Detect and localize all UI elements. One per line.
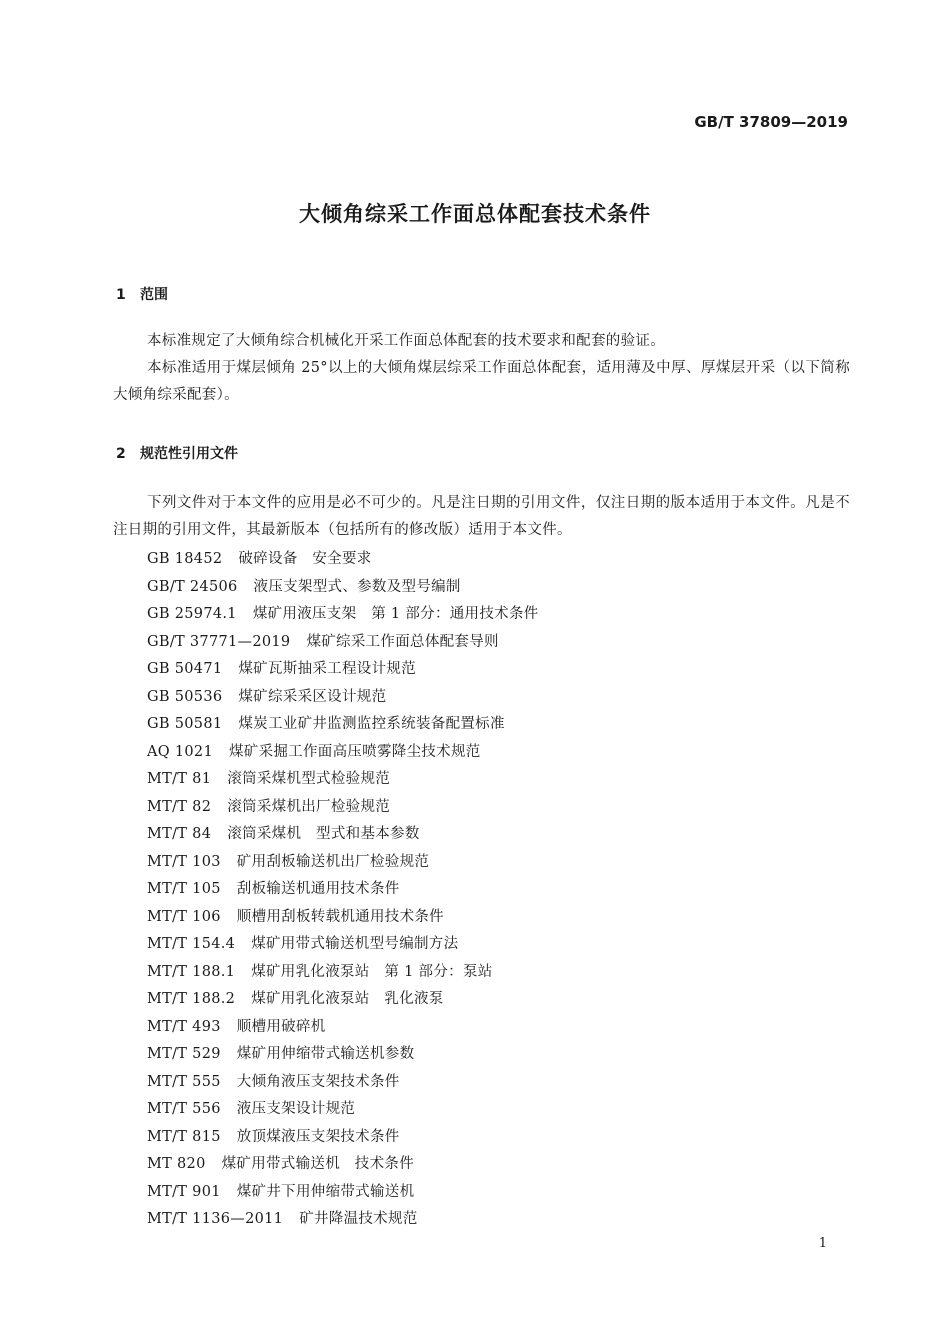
reference-code: GB 50471: [147, 661, 223, 677]
section-2-number: 2: [116, 446, 126, 462]
reference-title: 矿井降温技术规范: [299, 1211, 418, 1227]
reference-item: [147, 711, 539, 739]
reference-title: 液压支架设计规范: [236, 1101, 356, 1117]
reference-code: MT/T 82: [147, 798, 212, 815]
reference-code: MT/T 1136—2011: [147, 1211, 284, 1227]
section-2-intro: 下列文件对于本文件的应用是必不可少的。凡是注日期的引用文件，仅注日期的版本适用于本文件。凡是不注日期的引用文件，其最新版本（包括所有的修改版）适用于本文件。: [113, 495, 850, 538]
section-1-heading: [116, 284, 168, 304]
section-1-paragraph-2: 本标准适用于煤层倾角 25°以上的大倾角煤层综采工作面总体配套，适用薄及中厚、厚煤层开采（以下简称大倾角综采配套）。: [113, 360, 850, 403]
reference-code: MT/T 188.2: [147, 991, 236, 1007]
reference-code: GB 50581: [147, 716, 223, 732]
reference-item: [147, 1069, 539, 1097]
reference-code: MT 820: [147, 1156, 206, 1172]
reference-item: [147, 1014, 539, 1042]
reference-item: [147, 959, 539, 987]
reference-code: MT/T 188.1: [147, 963, 236, 980]
reference-code: AQ 1021: [147, 743, 213, 760]
reference-item: [147, 986, 539, 1014]
section-2-title: 规范性引用文件: [140, 446, 238, 462]
section-1-paragraph-1: 本标准规定了大倾角综合机械化开采工作面总体配套的技术要求和配套的验证。: [147, 333, 665, 349]
reference-code: MT/T 105: [147, 881, 221, 897]
reference-title: 大倾角液压支架技术条件: [236, 1073, 400, 1090]
reference-item: [147, 601, 539, 629]
section-1-number: 1: [116, 287, 126, 303]
section-2-heading: [116, 443, 238, 463]
reference-item: [147, 684, 539, 712]
reference-item: [147, 1206, 539, 1234]
reference-title: 放顶煤液压支架技术条件: [236, 1128, 400, 1145]
reference-item: [147, 656, 539, 684]
reference-code: MT/T 815: [147, 1128, 221, 1145]
reference-code: MT/T 556: [147, 1101, 221, 1117]
page-number: 1: [818, 1236, 827, 1251]
reference-item: [147, 766, 539, 794]
reference-code: GB/T 37771—2019: [147, 633, 291, 650]
reference-item: [147, 931, 539, 959]
reference-title: 煤矿用乳化液泵站 第 1 部分：泵站: [251, 963, 493, 980]
reference-title: 煤炭工业矿井监测监控系统装备配置标准: [238, 716, 505, 732]
reference-item: [147, 821, 539, 849]
reference-title: 煤矿综采采区设计规范: [238, 688, 387, 705]
reference-title: 顺槽用破碎机: [236, 1018, 326, 1035]
reference-title: 煤矿用带式输送机型号编制方法: [251, 936, 459, 952]
reference-title: 煤矿井下用伸缩带式输送机: [236, 1183, 415, 1200]
reference-item: [147, 849, 539, 877]
reference-code: MT/T 154.4: [147, 936, 236, 952]
reference-title: 顺槽用刮板转载机通用技术条件: [236, 908, 444, 925]
reference-item: [147, 574, 539, 602]
reference-title: 破碎设备 安全要求: [238, 551, 372, 567]
reference-title: 煤矿采掘工作面高压喷雾降尘技术规范: [228, 743, 481, 760]
reference-item: [147, 1151, 539, 1179]
reference-title: 刮板输送机通用技术条件: [236, 881, 400, 897]
reference-item: [147, 1124, 539, 1152]
reference-title: 煤矿综采工作面总体配套导则: [306, 633, 499, 650]
reference-item: [147, 876, 539, 904]
reference-title: 煤矿用乳化液泵站 乳化液泵: [251, 991, 444, 1007]
reference-title: 滚筒采煤机型式检验规范: [227, 771, 391, 787]
reference-item: [147, 546, 539, 574]
reference-code: MT/T 529: [147, 1046, 221, 1062]
reference-title: 煤矿用液压支架 第 1 部分：通用技术条件: [252, 606, 539, 622]
reference-code: GB 50536: [147, 688, 223, 705]
reference-code: MT/T 81: [147, 771, 212, 787]
reference-code: GB 25974.1: [147, 606, 237, 622]
reference-title: 煤矿用伸缩带式输送机参数: [236, 1046, 415, 1062]
reference-code: GB 18452: [147, 551, 223, 567]
reference-title: 滚筒采煤机出厂检验规范: [227, 798, 391, 815]
reference-item: [147, 794, 539, 822]
reference-item: [147, 904, 539, 932]
reference-item: [147, 1096, 539, 1124]
reference-item: [147, 739, 539, 767]
document-title: 大倾角综采工作面总体配套技术条件: [299, 202, 651, 226]
reference-code: MT/T 103: [147, 853, 221, 870]
reference-code: MT/T 106: [147, 908, 221, 925]
reference-title: 煤矿瓦斯抽采工程设计规范: [238, 661, 416, 677]
reference-title: 矿用刮板输送机出厂检验规范: [236, 853, 430, 870]
standard-code: GB/T 37809—2019: [694, 113, 848, 131]
reference-code: MT/T 84: [147, 826, 212, 842]
reference-title: 煤矿用带式输送机 技术条件: [221, 1156, 415, 1172]
reference-title: 液压支架型式、参数及型号编制: [253, 578, 461, 595]
reference-code: GB/T 24506: [147, 578, 238, 595]
reference-item: [147, 1179, 539, 1207]
reference-code: MT/T 555: [147, 1073, 221, 1090]
section-1-title: 范围: [140, 287, 168, 303]
reference-code: MT/T 493: [147, 1018, 221, 1035]
reference-code: MT/T 901: [147, 1183, 221, 1200]
reference-item: [147, 629, 539, 657]
reference-item: [147, 1041, 539, 1069]
reference-title: 滚筒采煤机 型式和基本参数: [227, 826, 420, 842]
reference-list: [147, 546, 539, 1234]
